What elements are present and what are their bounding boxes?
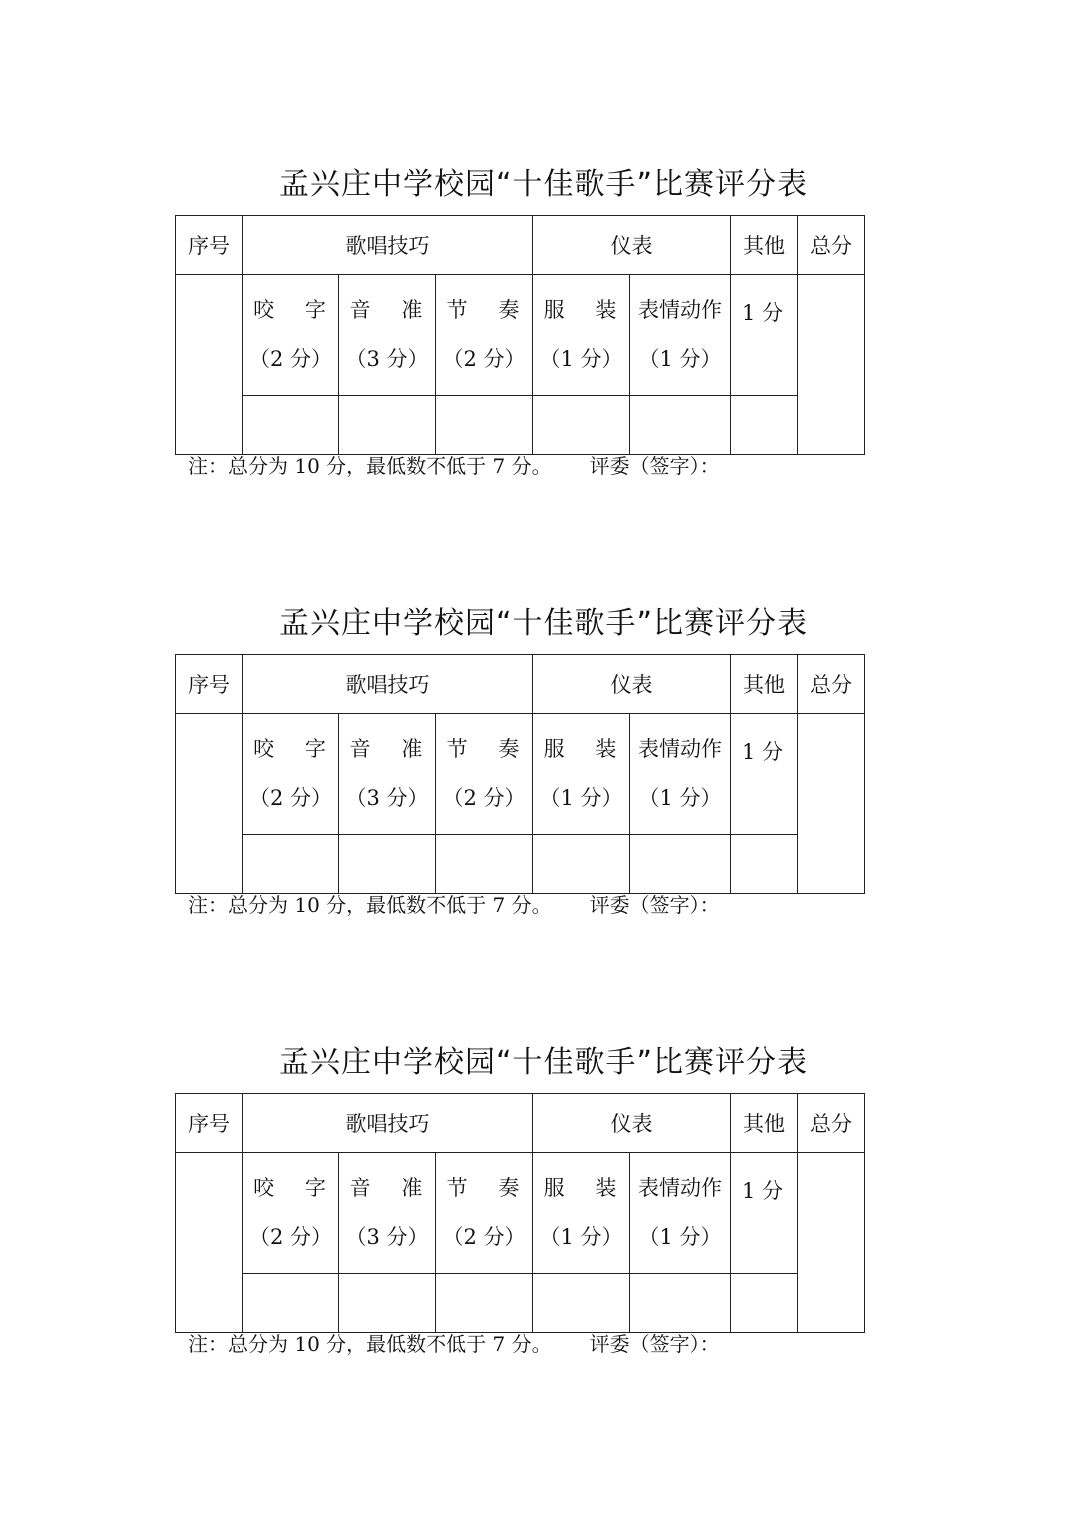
criterion-name: 节 奏 bbox=[446, 1176, 532, 1200]
score-input-rhythm[interactable] bbox=[436, 835, 533, 894]
header-no: 序号 bbox=[176, 216, 243, 275]
criterion-points: （2 分） bbox=[248, 347, 333, 371]
other-points: 1 分 bbox=[731, 1153, 798, 1274]
note-text: 注：总分为 10 分，最低数不低于 7 分。 bbox=[188, 893, 552, 917]
score-input-expression[interactable] bbox=[630, 835, 731, 894]
criterion-rhythm bbox=[436, 1153, 533, 1274]
criterion-rhythm bbox=[436, 275, 533, 396]
header-total: 总分 bbox=[798, 1094, 865, 1153]
criterion-name: 咬 字 bbox=[253, 1176, 338, 1200]
score-input-expression[interactable] bbox=[630, 396, 731, 455]
header-no: 序号 bbox=[176, 1094, 243, 1153]
header-appearance: 仪表 bbox=[533, 216, 731, 275]
score-input-pitch[interactable] bbox=[339, 835, 436, 894]
score-table bbox=[175, 654, 865, 894]
judge-signature-label: 评委（签字）： bbox=[589, 1332, 720, 1356]
header-appearance: 仪表 bbox=[533, 655, 731, 714]
criterion-points: （1 分） bbox=[638, 347, 722, 371]
criterion-points: （2 分） bbox=[248, 1225, 333, 1249]
note-line bbox=[188, 1328, 720, 1357]
header-singing-skill: 歌唱技巧 bbox=[243, 216, 533, 275]
score-input-rhythm[interactable] bbox=[436, 396, 533, 455]
criterion-points: （2 分） bbox=[442, 786, 526, 810]
header-other: 其他 bbox=[731, 216, 798, 275]
other-points: 1 分 bbox=[731, 275, 798, 396]
score-input-other[interactable] bbox=[731, 1274, 798, 1333]
header-singing-skill: 歌唱技巧 bbox=[243, 655, 533, 714]
criterion-rhythm bbox=[436, 714, 533, 835]
cell-total-input[interactable] bbox=[798, 1153, 865, 1333]
score-table bbox=[175, 215, 865, 455]
score-input-enunciation[interactable] bbox=[243, 396, 339, 455]
header-no: 序号 bbox=[176, 655, 243, 714]
note-text: 注：总分为 10 分，最低数不低于 7 分。 bbox=[188, 454, 552, 478]
cell-no-input[interactable] bbox=[176, 714, 243, 894]
criterion-costume bbox=[533, 275, 630, 396]
criterion-points: （2 分） bbox=[442, 1225, 526, 1249]
criterion-name: 咬 字 bbox=[253, 737, 338, 761]
judge-signature-label: 评委（签字）： bbox=[589, 454, 720, 478]
sheet-title: 孟兴庄中学校园“十佳歌手”比赛评分表 bbox=[278, 606, 809, 641]
score-input-pitch[interactable] bbox=[339, 1274, 436, 1333]
criterion-points: （3 分） bbox=[345, 1225, 429, 1249]
criterion-name: 服 装 bbox=[543, 737, 629, 761]
criterion-name: 服 装 bbox=[543, 298, 629, 322]
header-total: 总分 bbox=[798, 655, 865, 714]
criterion-expression bbox=[630, 1153, 731, 1274]
cell-total-input[interactable] bbox=[798, 714, 865, 894]
criterion-pitch bbox=[339, 1153, 436, 1274]
header-total: 总分 bbox=[798, 216, 865, 275]
criterion-points: （1 分） bbox=[638, 1225, 722, 1249]
criterion-points: （3 分） bbox=[345, 786, 429, 810]
note-text: 注：总分为 10 分，最低数不低于 7 分。 bbox=[188, 1332, 552, 1356]
criterion-enunciation bbox=[243, 1153, 339, 1274]
criterion-pitch bbox=[339, 714, 436, 835]
criterion-expression bbox=[630, 275, 731, 396]
score-input-enunciation[interactable] bbox=[243, 835, 339, 894]
criterion-points: （1 分） bbox=[539, 347, 623, 371]
score-input-enunciation[interactable] bbox=[243, 1274, 339, 1333]
note-line bbox=[188, 889, 720, 918]
criterion-name: 音 准 bbox=[349, 1176, 435, 1200]
header-singing-skill: 歌唱技巧 bbox=[243, 1094, 533, 1153]
note-line bbox=[188, 450, 720, 479]
criterion-name: 表情动作 bbox=[638, 298, 723, 322]
other-points: 1 分 bbox=[731, 714, 798, 835]
criterion-name: 表情动作 bbox=[638, 1176, 723, 1200]
criterion-name: 服 装 bbox=[543, 1176, 629, 1200]
sheet-title: 孟兴庄中学校园“十佳歌手”比赛评分表 bbox=[278, 1045, 809, 1080]
criterion-enunciation bbox=[243, 714, 339, 835]
criterion-name: 表情动作 bbox=[638, 737, 723, 761]
sheet-title: 孟兴庄中学校园“十佳歌手”比赛评分表 bbox=[278, 167, 809, 202]
score-input-costume[interactable] bbox=[533, 1274, 630, 1333]
criterion-points: （2 分） bbox=[442, 347, 526, 371]
criterion-pitch bbox=[339, 275, 436, 396]
criterion-points: （2 分） bbox=[248, 786, 333, 810]
score-input-costume[interactable] bbox=[533, 396, 630, 455]
criterion-points: （3 分） bbox=[345, 347, 429, 371]
header-other: 其他 bbox=[731, 1094, 798, 1153]
score-input-costume[interactable] bbox=[533, 835, 630, 894]
criterion-name: 音 准 bbox=[349, 298, 435, 322]
criterion-enunciation bbox=[243, 275, 339, 396]
score-input-rhythm[interactable] bbox=[436, 1274, 533, 1333]
criterion-name: 音 准 bbox=[349, 737, 435, 761]
score-input-expression[interactable] bbox=[630, 1274, 731, 1333]
score-table bbox=[175, 1093, 865, 1333]
cell-no-input[interactable] bbox=[176, 1153, 243, 1333]
criterion-name: 节 奏 bbox=[446, 298, 532, 322]
header-other: 其他 bbox=[731, 655, 798, 714]
score-input-other[interactable] bbox=[731, 396, 798, 455]
criterion-costume bbox=[533, 1153, 630, 1274]
criterion-expression bbox=[630, 714, 731, 835]
criterion-points: （1 分） bbox=[539, 786, 623, 810]
criterion-name: 节 奏 bbox=[446, 737, 532, 761]
score-input-other[interactable] bbox=[731, 835, 798, 894]
score-input-pitch[interactable] bbox=[339, 396, 436, 455]
criterion-points: （1 分） bbox=[638, 786, 722, 810]
criterion-costume bbox=[533, 714, 630, 835]
judge-signature-label: 评委（签字）： bbox=[589, 893, 720, 917]
criterion-points: （1 分） bbox=[539, 1225, 623, 1249]
cell-total-input[interactable] bbox=[798, 275, 865, 455]
header-appearance: 仪表 bbox=[533, 1094, 731, 1153]
cell-no-input[interactable] bbox=[176, 275, 243, 455]
criterion-name: 咬 字 bbox=[253, 298, 338, 322]
